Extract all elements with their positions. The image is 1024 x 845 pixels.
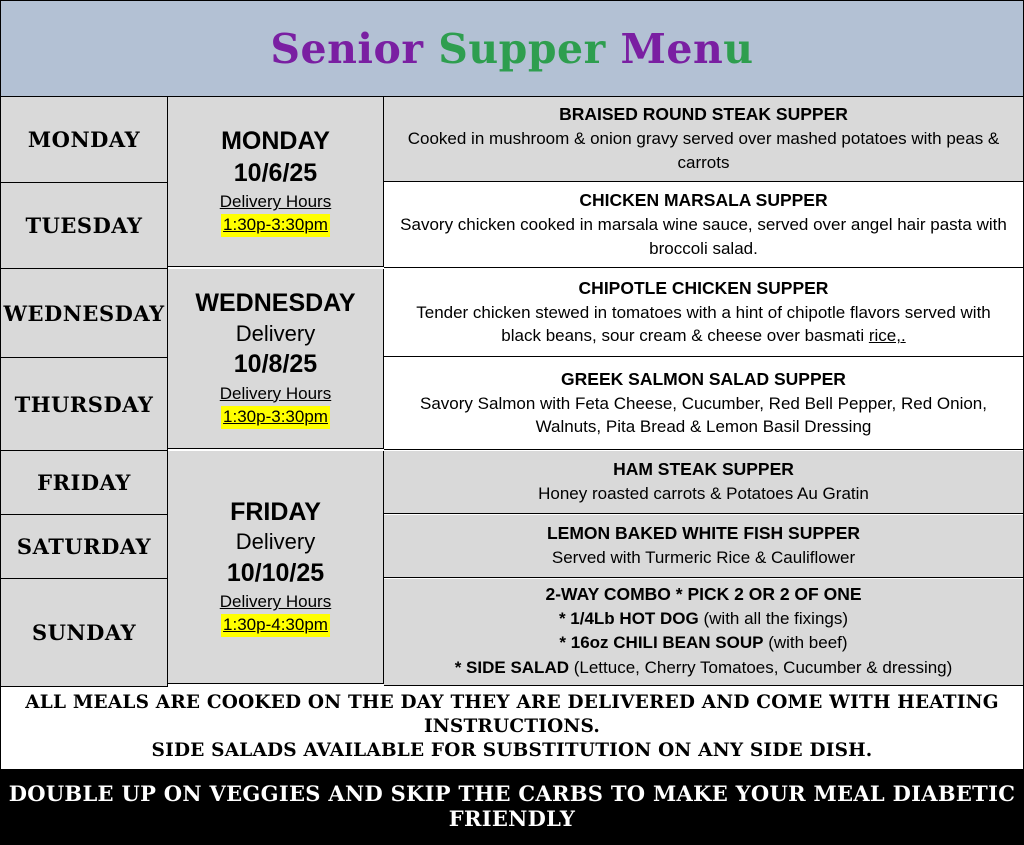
meal-title: LEMON BAKED WHITE FISH SUPPER: [546, 523, 861, 544]
meal-description-main: Tender chicken stewed in tomatoes with a hint of chipotle flavors served with black beans, sour cream & cheese over basmati: [416, 302, 991, 346]
footer-note-line-1: ALL MEALS ARE COOKED ON THE DAY THEY ARE DELIVERED AND COME WITH HEATING INSTRUCTIONS.: [25, 692, 999, 738]
menu-grid: [0, 97, 1024, 687]
meal-description: Savory chicken cooked in marsala wine sauce, served over angel hair pasta with broccoli salad.: [400, 215, 1007, 258]
meal-description: Savory Salmon with Feta Cheese, Cucumber, Red Bell Pepper, Red Onion, Walnuts, Pita Bread & Lemon Basil Dressing: [420, 393, 987, 437]
day-cell-saturday: SATURDAY: [1, 515, 168, 579]
diabetic-friendly-banner: [0, 770, 1024, 845]
page-title-part-2: Supper: [438, 24, 606, 73]
combo-option-2: [559, 631, 847, 656]
meal-description: Honey roasted carrots & Potatoes Au Gratin: [538, 483, 869, 503]
combo-option-1: [559, 607, 848, 632]
day-cell-sunday: SUNDAY: [1, 579, 168, 687]
meal-wednesday: [384, 269, 1023, 357]
combo-option-2-rest: (with beef): [763, 633, 848, 653]
delivery-hours-value: 1:30p-3:30pm: [221, 406, 330, 429]
day-cell-thursday: THURSDAY: [1, 358, 168, 451]
page-title-bar: [0, 0, 1024, 97]
meal-sunday: [384, 579, 1023, 686]
combo-option-1-rest: (with all the fixings): [698, 608, 849, 628]
combo-option-2-bold: * 16oz CHILI BEAN SOUP: [559, 633, 764, 653]
meal-title: CHIPOTLE CHICKEN SUPPER: [578, 277, 829, 298]
delivery-hours-label: Delivery Hours: [219, 383, 332, 403]
delivery-block-wednesday: [168, 269, 384, 449]
delivery-hours-label: Delivery Hours: [219, 592, 332, 612]
combo-option-3: [455, 656, 953, 681]
delivery-day-label: FRIDAY: [230, 497, 321, 526]
combo-option-3-rest: (Lettuce, Cherry Tomatoes, Cucumber & dressing): [569, 658, 953, 678]
meal-title: HAM STEAK SUPPER: [613, 459, 794, 480]
day-cell-monday: MONDAY: [1, 97, 168, 183]
delivery-hours-value: 1:30p-3:30pm: [221, 214, 330, 237]
meal-friday: [384, 451, 1023, 514]
delivery-hours-value: 1:30p-4:30pm: [221, 614, 330, 637]
footer-notes: [0, 687, 1024, 770]
page-title-part-1: Senior: [270, 24, 424, 73]
meal-title: 2-WAY COMBO * PICK 2 OR 2 OF ONE: [545, 584, 862, 605]
page-title-part-3: Men: [620, 24, 724, 73]
meal-description: Served with Turmeric Rice & Cauliflower: [551, 547, 856, 567]
footer-note-line-2: SIDE SALADS AVAILABLE FOR SUBSTITUTION ON ANY SIDE DISH.: [151, 740, 873, 762]
meal-saturday: [384, 515, 1023, 578]
meal-title: GREEK SALMON SALAD SUPPER: [561, 368, 846, 389]
delivery-word: Delivery: [235, 320, 316, 346]
delivery-block-friday: [168, 451, 384, 684]
delivery-block-monday: [168, 97, 384, 267]
day-cell-friday: FRIDAY: [1, 451, 168, 515]
meal-title: CHICKEN MARSALA SUPPER: [579, 190, 828, 211]
delivery-word: Delivery: [235, 529, 316, 555]
day-cell-wednesday: WEDNESDAY: [1, 269, 168, 358]
meal-description-underlined: rice,.: [868, 326, 906, 346]
meal-description: [398, 301, 1009, 349]
delivery-date: 10/10/25: [226, 558, 325, 587]
delivery-day-label: MONDAY: [221, 126, 330, 155]
meal-title: BRAISED ROUND STEAK SUPPER: [559, 104, 848, 125]
page-title: [270, 25, 753, 73]
meal-description: Cooked in mushroom & onion gravy served over mashed potatoes with peas & carrots: [407, 129, 1000, 172]
delivery-hours-label: Delivery Hours: [219, 192, 332, 212]
combo-option-3-bold: * SIDE SALAD: [454, 658, 569, 678]
delivery-day-label: WEDNESDAY: [195, 289, 356, 318]
meal-thursday: [384, 358, 1023, 450]
meal-tuesday: [384, 183, 1023, 268]
meal-monday: [384, 97, 1023, 182]
page-title-part-4: u: [723, 24, 754, 73]
delivery-date: 10/6/25: [233, 158, 318, 187]
delivery-date: 10/8/25: [233, 350, 318, 379]
combo-option-1-bold: * 1/4Lb HOT DOG: [558, 608, 699, 628]
banner-text: DOUBLE UP ON VEGGIES AND SKIP THE CARBS TO MAKE YOUR MEAL DIABETIC FRIENDLY: [8, 781, 1016, 832]
day-cell-tuesday: TUESDAY: [1, 183, 168, 269]
